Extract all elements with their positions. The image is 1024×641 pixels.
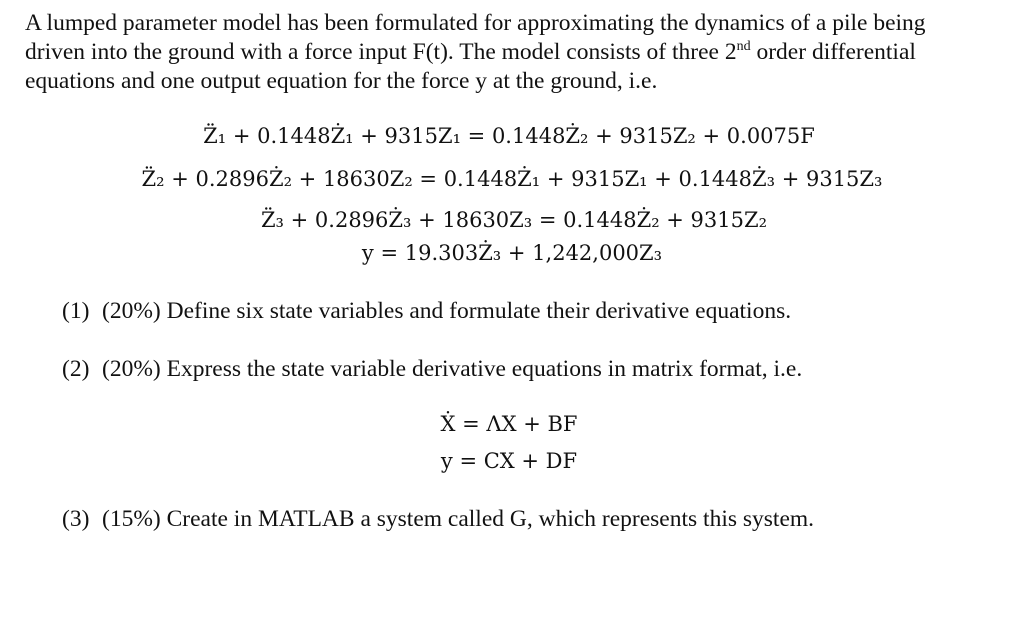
equation-2: Z̈₂ + 0.2896Ż₂ + 18630Z₂ = 0.1448Ż₁ + 9315Z₁ + 0.1448Ż₃ + 9315Z₃ bbox=[141, 167, 883, 191]
output-equation: y = 19.303Ż₃ + 1,242,000Z₃ bbox=[361, 241, 663, 265]
question-3-text: (15%) Create in MATLAB a system called G, which represents this system. bbox=[102, 506, 815, 532]
intro-line-1: A lumped parameter model has been formulated for approximating the dynamics of a pile being bbox=[25, 10, 926, 36]
question-1-number: (1) bbox=[62, 298, 90, 324]
state-space-equation: Ẋ = ΛX + BF bbox=[440, 412, 578, 436]
intro-line-3: equations and one output equation for the force y at the ground, i.e. bbox=[25, 68, 658, 94]
question-2-number: (2) bbox=[62, 356, 90, 382]
problem-intro bbox=[25, 9, 995, 96]
question-2 bbox=[62, 355, 802, 384]
question-3-number: (3) bbox=[62, 506, 90, 532]
ordinal-superscript: nd bbox=[736, 39, 751, 54]
question-1 bbox=[62, 297, 791, 326]
intro-line-2 bbox=[25, 38, 995, 67]
intro-line-2-tail: order differential bbox=[750, 39, 916, 65]
question-1-text: (20%) Define six state variables and formulate their derivative equations. bbox=[102, 298, 792, 324]
equation-3: Z̈₃ + 0.2896Ż₃ + 18630Z₃ = 0.1448Ż₂ + 9315Z₂ bbox=[260, 208, 768, 232]
intro-line-2-text: driven into the ground with a force input F(t). The model consists of three 2 bbox=[25, 39, 737, 65]
output-space-equation: y = CX + DF bbox=[440, 449, 578, 473]
question-2-text: (20%) Express the state variable derivative equations in matrix format, i.e. bbox=[102, 356, 803, 382]
question-3 bbox=[62, 505, 814, 534]
equation-1: Z̈₁ + 0.1448Ż₁ + 9315Z₁ = 0.1448Ż₂ + 9315Z₂ + 0.0075F bbox=[203, 124, 815, 148]
